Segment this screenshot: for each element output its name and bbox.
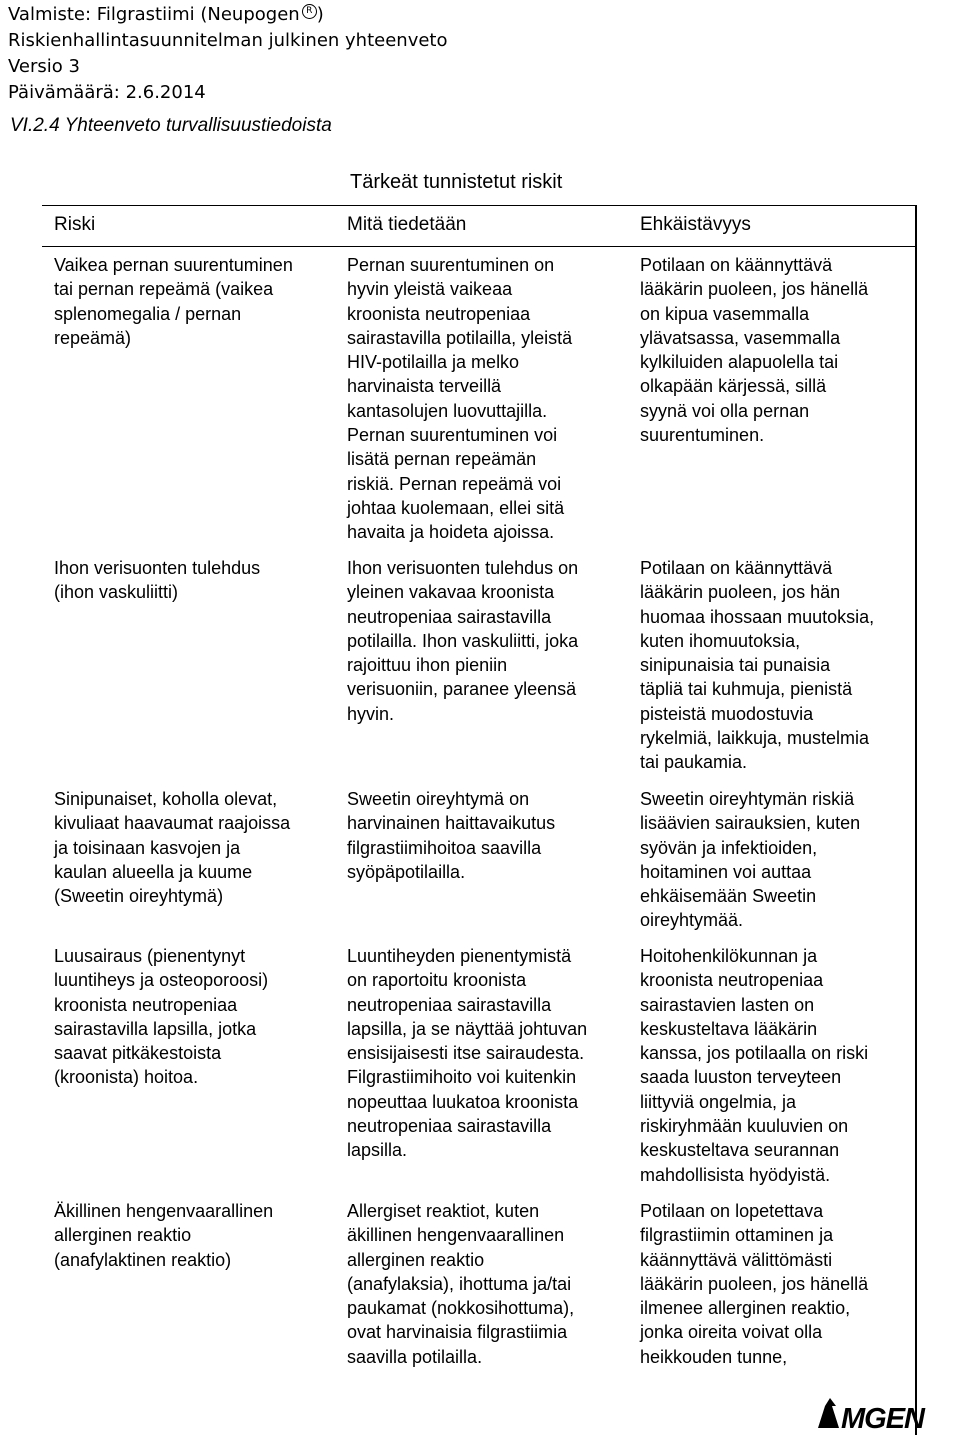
prevention-cell: Hoitohenkilökunnan ja kroonista neutropeniaa sairastavien lasten on keskusteltava lääkärin kanssa, jos potilaalla on riski saada luuston terveyteen liittyviä ongelmia, ja riskiryhmään kuuluvien on keskusteltava seurannan mahdollisista hyödyistä. bbox=[640, 946, 869, 1185]
amgen-logo-mark bbox=[818, 1406, 839, 1428]
known-cell: Ihon verisuonten tulehdus on yleinen vakavaa kroonista neutropeniaa sairastavilla potilailla. Ihon vaskuliitti, joka rajoittuu ihon pieniin verisuoniin, paranee yleensä hyvin. bbox=[347, 558, 579, 724]
prevention-cell: Potilaan on käännyttävä lääkärin puoleen, jos hänellä on kipua vasemmalla ylävatsassa, vasemmalla kylkiluiden alapuolella tai olkapään kärjessä, sillä syynä voi olla pernan suurentuminen. bbox=[640, 255, 869, 446]
prevention-cell: Potilaan on lopetettava filgrastiimin ottaminen ja käännyttävä välittömästi lääkärin puoleen, jos hänellä ilmenee allerginen reaktio, jonka oireita voivat olla heikkouden tunne, bbox=[640, 1201, 869, 1367]
prevention-cell: Sweetin oireyhtymän riskiä lisäävien sairauksien, kuten syövän ja infektioiden, hoitaminen voi auttaa ehkäisemään Sweetin oireyhtymää. bbox=[640, 789, 861, 931]
column-header-prevention: Ehkäistävyys bbox=[640, 214, 751, 235]
version: Versio 3 bbox=[8, 56, 80, 77]
risk-cell: Äkillinen hengenvaarallinen allerginen reaktio (anafylaktinen reaktio) bbox=[54, 1201, 274, 1270]
date: Päivämäärä: 2.6.2014 bbox=[8, 82, 206, 103]
section-title: VI.2.4 Yhteenveto turvallisuustiedoista bbox=[10, 115, 332, 136]
amgen-logo-peak bbox=[825, 1398, 836, 1406]
column-header-risk: Riski bbox=[54, 214, 96, 235]
known-cell: Sweetin oireyhtymä on harvinainen haittavaikutus filgrastiimihoitoa saavilla syöpäpotilailla. bbox=[347, 789, 556, 882]
table-title: Tärkeät tunnistetut riskit bbox=[350, 171, 563, 193]
document-header bbox=[8, 2, 448, 106]
risk-cell: Vaikea pernan suurentuminen tai pernan repeämä (vaikea splenomegalia / pernan repeämä) bbox=[54, 255, 293, 348]
risk-table bbox=[42, 205, 917, 1367]
amgen-logo-text: MGEN bbox=[841, 1403, 924, 1430]
product-line bbox=[8, 2, 448, 28]
known-cell: Pernan suurentuminen on hyvin yleistä vaikeaa kroonista neutropeniaa sairastavilla potilailla, yleistä HIV-potilailla ja melko harvinaista terveillä kantasolujen luovuttajilla. Pernan suurentuminen voi lisätä pernan repeämän riskiä. Pernan repeämä voi johtaa kuolemaan, ellei sitä havaita ja hoideta ajoissa. bbox=[347, 255, 573, 543]
document-subtitle: Riskienhallintasuunnitelman julkinen yhteenveto bbox=[8, 30, 448, 51]
registered-mark: R bbox=[302, 4, 317, 19]
column-header-known: Mitä tiedetään bbox=[347, 214, 467, 235]
known-cell: Luuntiheyden pienentymistä on raportoitu kroonista neutropeniaa sairastavilla lapsilla, ja se näyttää johtuvan ensisijaisesti itse sairaudesta. Filgrastiimihoito voi kuitenkin nopeuttaa luukatoa kroonista neutropeniaa sairastavilla lapsilla. bbox=[347, 946, 588, 1161]
risk-cell: Luusairaus (pienentynyt luuntiheys ja osteoporoosi) kroonista neutropeniaa sairastavilla lapsilla, jotka saavat pitkäkestoista (kroonista) hoitoa. bbox=[54, 946, 269, 1088]
risk-cell: Sinipunaiset, koholla olevat, kivuliaat haavaumat raajoissa ja toisinaan kasvojen ja kaulan alueella ja kuume (Sweetin oireyhtymä) bbox=[54, 789, 291, 907]
product-name: Valmiste: Filgrastiimi (Neupogen bbox=[8, 4, 300, 25]
prevention-cell: Potilaan on käännyttävä lääkärin puoleen, jos hän huomaa ihossaan muutoksia, kuten ihomuutoksia, sinipunaisia tai punaisia täpliä tai kuhmuja, pienistä pisteistä muodostuvia rykelmiä, laikkuja, mustelmia tai paukamia. bbox=[640, 558, 875, 773]
table-right-border bbox=[915, 206, 917, 1435]
table-header-row bbox=[42, 206, 917, 247]
risk-cell: Ihon verisuonten tulehdus (ihon vaskuliitti) bbox=[54, 558, 261, 603]
product-name-suffix: ) bbox=[316, 4, 324, 25]
known-cell: Allergiset reaktiot, kuten äkillinen hengenvaarallinen allerginen reaktio (anafylaksia), ihottuma ja/tai paukamat (nokkosihottuma), ovat harvinaisia filgrastiimia saavilla potilailla. bbox=[347, 1201, 575, 1367]
amgen-logo bbox=[816, 1396, 952, 1430]
